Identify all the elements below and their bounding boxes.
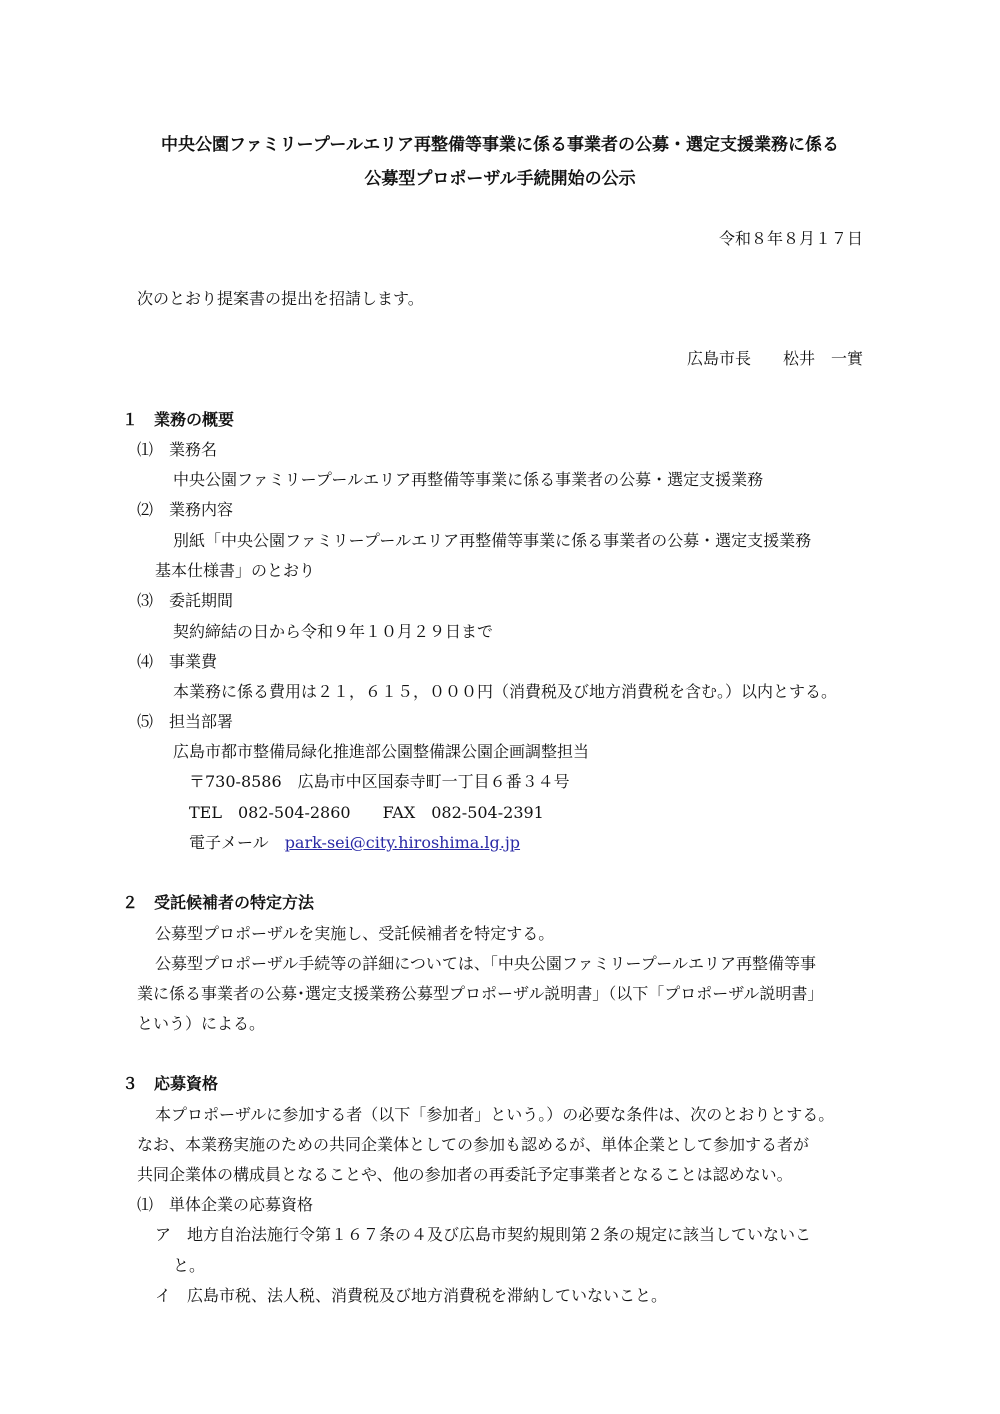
s3-item1-label: ⑴ 単体企業の応募資格 bbox=[137, 1195, 314, 1214]
s3-item-b: イ 広島市税、法人税、消費税及び地方消費税を滞納していないこと。 bbox=[155, 1286, 668, 1305]
email-link[interactable]: park-sei@city.hiroshima.lg.jp bbox=[284, 833, 521, 852]
s3-para1-line2: なお、本業務実施のための共同企業体としての参加も認めるが、単体企業として参加する者が bbox=[137, 1135, 810, 1154]
s1-item4-text: 本業務に係る費用は２１，６１５，０００円（消費税及び地方消費税を含む。）以内とする。 bbox=[173, 682, 838, 701]
s3-para1-line3: 共同企業体の構成員となることや、他の参加者の再委託予定事業者となることは認めない。 bbox=[137, 1165, 793, 1184]
s3-item-a-line1: ア 地方自治法施行令第１６７条の４及び広島市契約規則第２条の規定に該当していないこ bbox=[155, 1225, 812, 1244]
s1-item5-label: ⑸ 担当部署 bbox=[137, 712, 234, 731]
section1-heading: １ 業務の概要 bbox=[122, 410, 235, 429]
s1-item1-label: ⑴ 業務名 bbox=[137, 440, 218, 459]
s2-para2-line1: 公募型プロポーザル手続等の詳細については、「中央公園ファミリープールエリア再整備等事 bbox=[155, 954, 816, 973]
intro-text: 次のとおり提案書の提出を招請します。 bbox=[137, 289, 424, 308]
s1-email-row bbox=[189, 832, 520, 854]
issuer-name: 広島市長 松井 一實 bbox=[686, 349, 863, 368]
email-label: 電子メール bbox=[189, 833, 285, 852]
issue-date: 令和８年８月１７日 bbox=[718, 229, 863, 248]
s1-item2-text1: 別紙「中央公園ファミリープールエリア再整備等事業に係る事業者の公募・選定支援業務 bbox=[173, 531, 812, 550]
s2-para1: 公募型プロポーザルを実施し、受託候補者を特定する。 bbox=[155, 924, 555, 943]
s2-para2-line2: 業に係る事業者の公募･選定支援業務公募型プロポーザル説明書」（以下「プロポーザル説明書」 bbox=[137, 984, 824, 1003]
s3-item-a-line2: と。 bbox=[173, 1256, 206, 1275]
s1-dept: 広島市都市整備局緑化推進部公園整備課公園企画調整担当 bbox=[173, 742, 590, 761]
section3-heading: ３ 応募資格 bbox=[122, 1074, 219, 1093]
s1-item3-label: ⑶ 委託期間 bbox=[137, 591, 234, 610]
s1-item1-text: 中央公園ファミリープールエリア再整備等事業に係る事業者の公募・選定支援業務 bbox=[173, 470, 764, 489]
s1-tel-fax: TEL 082-504-2860 FAX 082-504-2391 bbox=[189, 803, 544, 822]
s3-para1-line1: 本プロポーザルに参加する者（以下「参加者」という。）の必要な条件は、次のとおりとする。 bbox=[155, 1105, 835, 1124]
doc-title-line2: 公募型プロポーザル手続開始の公示 bbox=[364, 169, 636, 189]
s2-para2-line3: という）による。 bbox=[137, 1014, 266, 1033]
s1-item2-label: ⑵ 業務内容 bbox=[137, 500, 234, 519]
s1-item3-text: 契約締結の日から令和９年１０月２９日まで bbox=[173, 622, 494, 641]
section2-heading: ２ 受託候補者の特定方法 bbox=[122, 893, 315, 912]
s1-item2-text2: 基本仕様書」のとおり bbox=[155, 561, 316, 580]
s1-item4-label: ⑷ 事業費 bbox=[137, 652, 218, 671]
s1-address: 〒730-8586 広島市中区国泰寺町一丁目６番３４号 bbox=[189, 772, 570, 791]
doc-title-line1: 中央公園ファミリープールエリア再整備等事業に係る事業者の公募・選定支援業務に係る bbox=[161, 135, 839, 155]
